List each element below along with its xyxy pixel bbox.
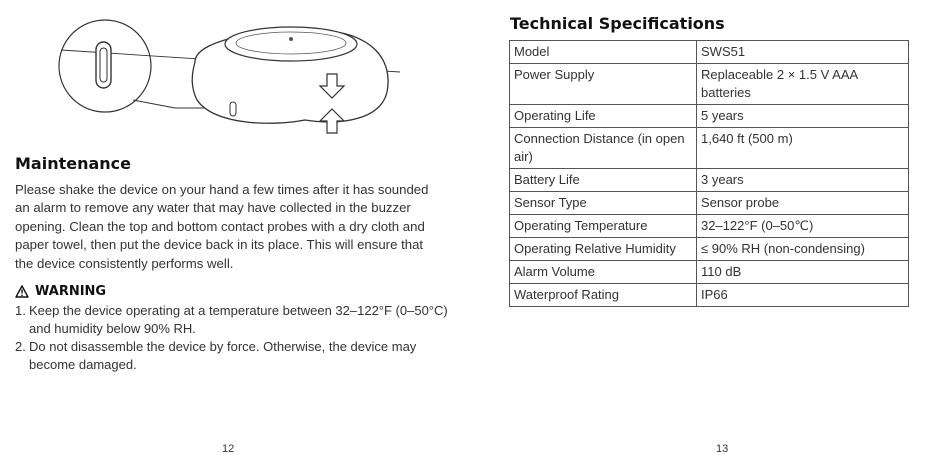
table-row	[510, 261, 909, 284]
spec-key: Sensor Type	[510, 192, 697, 215]
spec-key: Operating Relative Humidity	[510, 238, 697, 261]
spec-value: 3 years	[697, 169, 909, 192]
table-row	[510, 215, 909, 238]
spec-value: 32–122°F (0–50℃)	[697, 215, 909, 238]
spec-key: Model	[510, 41, 697, 64]
table-row	[510, 238, 909, 261]
warning-item	[15, 338, 455, 374]
spec-key: Operating Life	[510, 105, 697, 128]
spec-value: Sensor probe	[697, 192, 909, 215]
warning-item	[15, 302, 455, 338]
warning-item-number: 2.	[15, 339, 26, 354]
spec-value: 110 dB	[697, 261, 909, 284]
page-number: 13	[716, 443, 729, 455]
table-row	[510, 64, 909, 105]
warning-triangle-icon	[15, 285, 29, 298]
warning-item-text: Do not disassemble the device by force. Otherwise, the device may become damaged.	[29, 339, 417, 372]
table-row	[510, 105, 909, 128]
spec-key: Power Supply	[510, 64, 697, 105]
spec-value: SWS51	[697, 41, 909, 64]
spec-key: Connection Distance (in open air)	[510, 128, 697, 169]
warning-item-text: Keep the device operating at a temperature between 32–122°F (0–50°C) and humidity below 90% RH.	[29, 303, 448, 336]
warning-item-number: 1.	[15, 303, 26, 318]
warning-title: WARNING	[35, 284, 107, 299]
warning-heading	[15, 284, 106, 299]
spec-value: 5 years	[697, 105, 909, 128]
maintenance-title: Maintenance	[15, 154, 132, 173]
warning-list	[15, 302, 455, 374]
table-row	[510, 192, 909, 215]
right-page	[475, 0, 950, 455]
page-number: 12	[222, 443, 235, 455]
specifications-title: Technical Specifications	[510, 14, 725, 33]
table-row	[510, 128, 909, 169]
spec-value: IP66	[697, 284, 909, 307]
spec-value: 1,640 ft (500 m)	[697, 128, 909, 169]
spec-key: Alarm Volume	[510, 261, 697, 284]
specifications-table	[509, 40, 909, 307]
table-row	[510, 284, 909, 307]
spec-value: ≤ 90% RH (non-condensing)	[697, 238, 909, 261]
spec-key: Waterproof Rating	[510, 284, 697, 307]
table-row	[510, 41, 909, 64]
spec-key: Operating Temperature	[510, 215, 697, 238]
spec-value: Replaceable 2 × 1.5 V AAA batteries	[697, 64, 909, 105]
maintenance-text: Please shake the device on your hand a few times after it has sounded an alarm to remove any water that may have collected in the buzzer opening. Clean the top and bottom contact probes with a dry cloth and paper towel, then put the device back in its place. This will ensure that the device consistently performs well.	[15, 182, 429, 271]
device-illustration	[55, 14, 400, 134]
table-row	[510, 169, 909, 192]
spec-key: Battery Life	[510, 169, 697, 192]
